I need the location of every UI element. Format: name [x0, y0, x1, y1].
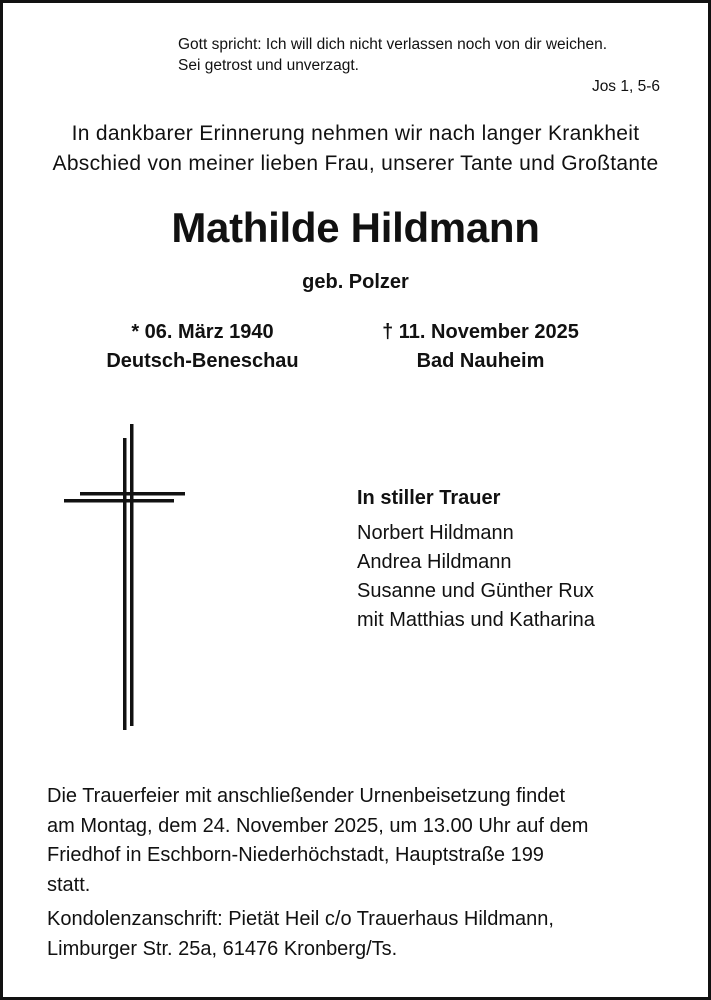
maiden-name: geb. Polzer	[302, 271, 409, 293]
verse-line-1: Gott spricht: Ich will dich nicht verlassen noch von dir weichen.	[178, 36, 608, 53]
intro-line-1: In dankbarer Erinnerung nehmen wir nach langer Krankheit	[71, 122, 640, 145]
death-date: † 11. November 2025	[382, 321, 579, 343]
ceremony-text	[47, 782, 687, 900]
condolence-line-1: Kondolenzanschrift: Pietät Heil c/o Trauerhaus Hildmann,	[47, 908, 554, 930]
intro-line-2: Abschied von meiner lieben Frau, unserer Tante und Großtante	[52, 152, 659, 175]
ceremony-line-2: am Montag, dem 24. November 2025, um 13.00 Uhr auf dem	[47, 814, 589, 837]
intro-text	[30, 119, 681, 179]
cross-icon	[60, 420, 195, 740]
death-place: Bad Nauheim	[416, 350, 545, 372]
verse-line-2: Sei getrost und unverzagt.	[178, 57, 359, 74]
mourner-name: mit Matthias und Katharina	[357, 609, 595, 631]
mourners-heading: In stiller Trauer	[357, 487, 501, 509]
mourner-name: Norbert Hildmann	[357, 522, 514, 544]
condolence-line-2: Limburger Str. 25a, 61476 Kronberg/Ts.	[47, 937, 398, 960]
death-block	[348, 318, 613, 376]
ceremony-line-4: statt.	[47, 873, 91, 896]
birth-date: * 06. März 1940	[131, 321, 274, 343]
condolence-address	[47, 905, 687, 964]
mourners-block	[357, 484, 595, 635]
bible-verse	[178, 34, 668, 76]
verse-reference: Jos 1, 5-6	[591, 78, 660, 95]
ceremony-line-1: Die Trauerfeier mit anschließender Urnenbeisetzung findet	[47, 785, 566, 807]
mourner-name: Susanne und Günther Rux	[357, 580, 594, 602]
mourner-name: Andrea Hildmann	[357, 551, 512, 573]
birth-block	[70, 318, 335, 376]
ceremony-line-3: Friedhof in Eschborn-Niederhöchstadt, Hauptstraße 199	[47, 844, 544, 866]
deceased-name: Mathilde Hildmann	[171, 204, 540, 251]
birth-place: Deutsch-Beneschau	[106, 350, 299, 372]
